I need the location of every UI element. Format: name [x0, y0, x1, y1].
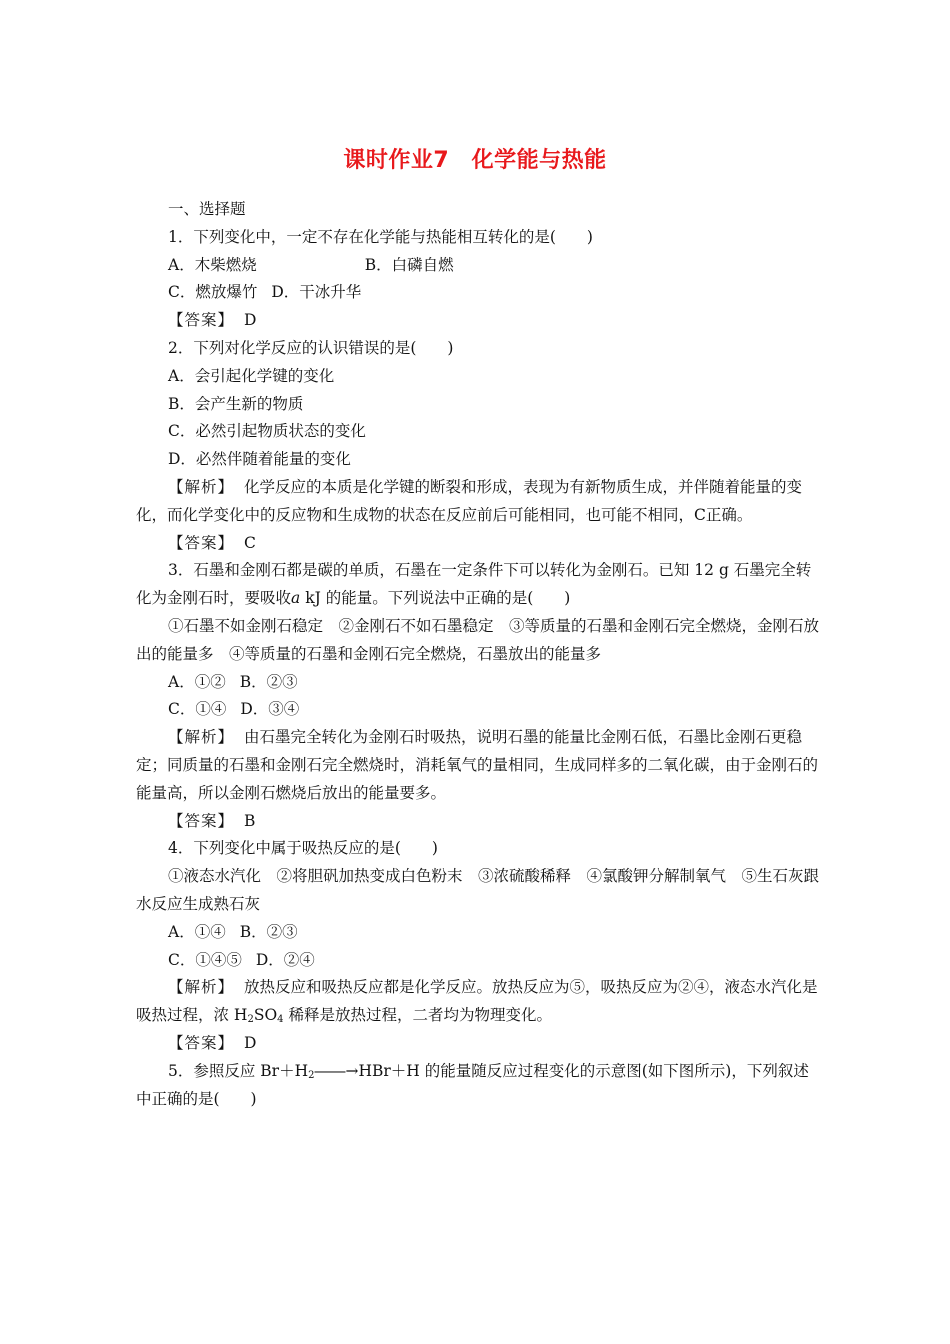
q1-options-cd [136, 279, 821, 307]
page-title: 课时作业7 化学能与热能 [343, 148, 607, 173]
q1-stem: 1．下列变化中，一定不存在化学能与热能相互转化的是( ) [168, 227, 593, 246]
q1-options-ab [136, 252, 821, 280]
q4-answer [136, 1030, 821, 1058]
q2-option-d: D．必然伴随着能量的变化 [168, 450, 351, 469]
q5-stem [136, 1058, 821, 1114]
q3-option-c: C．①④ [168, 700, 227, 719]
subscript: 4 [277, 1014, 284, 1026]
q2-stem: 2．下列对化学反应的认识错误的是( ) [168, 338, 454, 357]
q4-option-d: D．②④ [255, 950, 315, 969]
q4-analysis [136, 974, 821, 1030]
q3-option-a: A．①② [168, 672, 226, 691]
answer-value: C [244, 533, 256, 552]
analysis-text: 由石墨完全转化为金刚石时吸热，说明石墨的能量比金刚石低，石墨比金刚石更稳定；同质量的石墨和金刚石完全燃烧时，消耗氧气的量相同，生成同样多的二氧化碳，由于金刚石的能量高，所以金刚石燃烧后放出的能量要多。 [136, 728, 819, 802]
q2-answer [136, 530, 821, 558]
q4-options-ab [136, 919, 821, 947]
q4-statements: ①液态水汽化 ②将胆矾加热变成白色粉末 ③浓硫酸稀释 ④氯酸钾分解制氧气 ⑤生石灰跟水反应生成熟石灰 [136, 867, 820, 913]
q4-option-a: A．①④ [168, 922, 226, 941]
subscript: 2 [247, 1014, 254, 1026]
answer-tag: 【答案】 [168, 1033, 235, 1052]
answer-value: B [244, 811, 256, 830]
q2-analysis [136, 474, 821, 530]
q5-stem-text: 5．参照反应 Br＋H [168, 1061, 309, 1080]
answer-value: D [244, 311, 257, 330]
q2-option-c: C．必然引起物质状态的变化 [168, 422, 366, 441]
q4-options-cd [136, 947, 821, 975]
analysis-tag: 【解析】 [168, 477, 235, 496]
q3-stem-text: 3．石墨和金刚石都是碳的单质，石墨在一定条件下可以转化为金刚石。已知 12 g 石墨完全转化为金刚石时，要吸收 [136, 561, 812, 608]
analysis-tag: 【解析】 [168, 728, 235, 747]
q4-option-b: B．②③ [239, 922, 298, 941]
q2-option-a: A．会引起化学键的变化 [168, 366, 335, 385]
document-body [136, 196, 821, 1113]
q3-stem-text-end: kJ 的能量。下列说法中正确的是( ) [300, 589, 571, 608]
q2-option-b: B．会产生新的物质 [168, 394, 304, 413]
q4-stem: 4．下列变化中属于吸热反应的是( ) [168, 839, 438, 858]
analysis-part: SO [253, 1006, 278, 1025]
q3-variable: a [291, 589, 301, 608]
answer-tag: 【答案】 [168, 311, 235, 330]
analysis-text: 化学反应的本质是化学键的断裂和形成，表现为有新物质生成，并伴随着能量的变化，而化学变化中的反应物和生成物的状态在反应前后可能相同，也可能不相同，C正确。 [136, 477, 803, 524]
q1-answer [136, 307, 821, 335]
q3-option-d: D．③④ [240, 700, 300, 719]
answer-value: D [244, 1033, 257, 1052]
q3-options-cd [136, 696, 821, 724]
q1-option-a: A．木柴燃烧 [168, 255, 257, 274]
q3-analysis [136, 724, 821, 807]
q3-option-b: B．②③ [239, 672, 298, 691]
q1-option-c: C．燃放爆竹 [168, 283, 258, 302]
q4-option-c: C．①④⑤ [168, 950, 242, 969]
q1-option-b: B．白磷自燃 [364, 255, 454, 274]
q3-statements: ①石墨不如金刚石稳定 ②金刚石不如石墨稳定 ③等质量的石墨和金刚石完全燃烧，金刚石放出的能量多 ④等质量的石墨和金刚石完全燃烧，石墨放出的能量多 [136, 616, 820, 663]
analysis-text [136, 978, 818, 1024]
subscript: 2 [308, 1069, 315, 1081]
q3-answer [136, 808, 821, 836]
analysis-part: 放热反应和吸热反应都是化学反应。放热反应为⑤，吸热反应为②④，液态水汽化是吸热过程，浓 H [136, 978, 818, 1025]
analysis-tag: 【解析】 [168, 978, 235, 997]
q1-option-d: D．干冰升华 [271, 283, 362, 302]
answer-tag: 【答案】 [168, 533, 235, 552]
section-heading: 一、选择题 [168, 200, 246, 218]
analysis-part: 稀释是放热过程，二者均为物理变化。 [283, 1006, 552, 1025]
answer-tag: 【答案】 [168, 811, 235, 830]
q3-stem [136, 557, 821, 613]
q5-stem-text-end: ――→HBr＋H 的能量随反应过程变化的示意图(如下图所示)，下列叙述中正确的是( ) [136, 1061, 809, 1108]
q3-options-ab [136, 669, 821, 697]
